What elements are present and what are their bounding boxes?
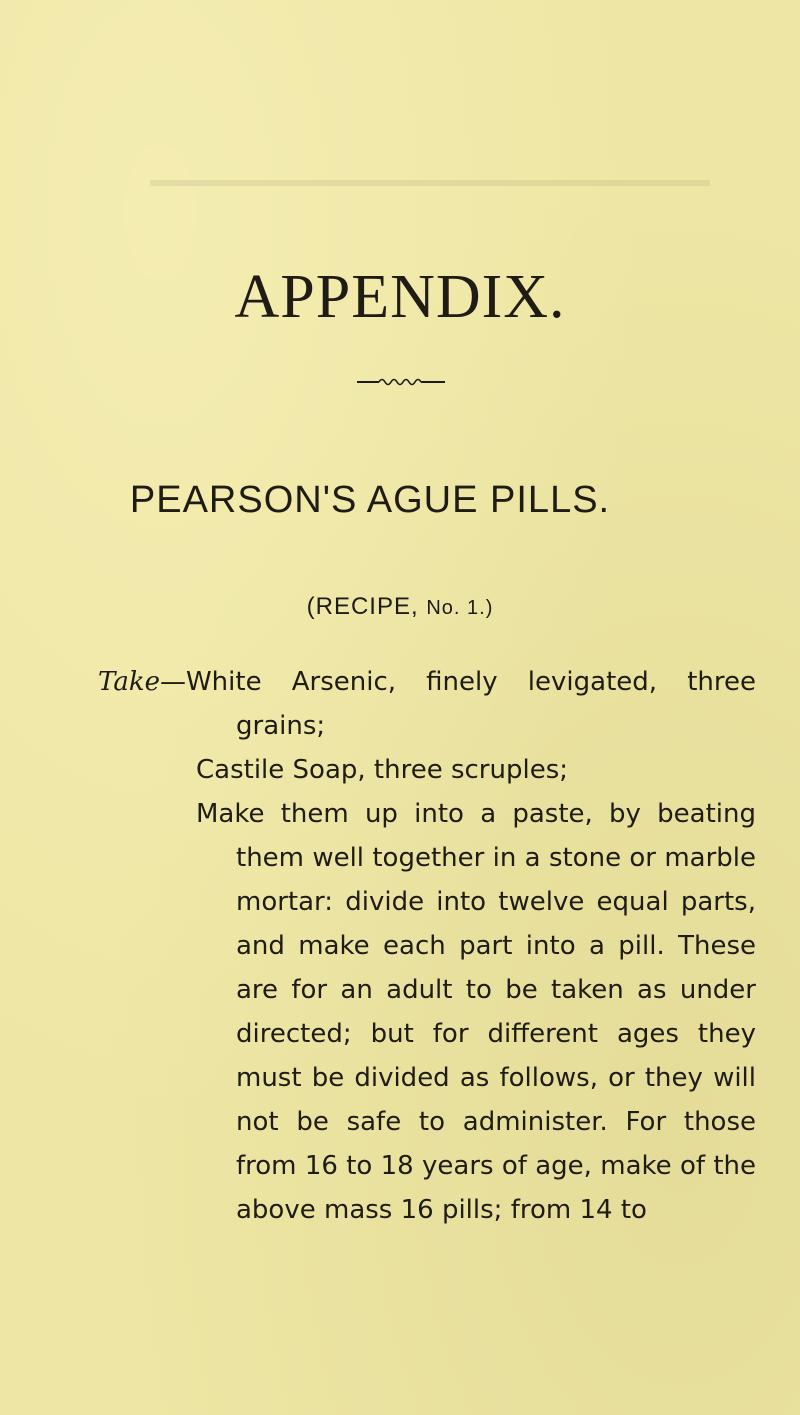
paragraph-instructions: Make them up into a paste, by beating them well together in a stone or marble mortar: divide into twelve equal parts, and make each part into a pill. These are for an adult to be taken as under directed; but for different ages they must be divided as follows, or they will not be safe to administer. For those from 16 to 18 years of age, make of the above mass 16 pills; from 14 to <box>196 799 756 1225</box>
paragraph-1-text: —White Arsenic, finely levigated, three grains; <box>159 667 756 741</box>
recipe-number <box>0 592 800 623</box>
recipe-label: (RECIPE, <box>306 593 427 620</box>
show-through-text <box>150 180 710 186</box>
recipe-body <box>98 660 756 1232</box>
recipe-no: No. 1.) <box>426 597 494 619</box>
page-heading: APPENDIX. <box>234 263 566 331</box>
recipe-title: PEARSON'S AGUE PILLS. <box>129 479 611 521</box>
paragraph-ingredient-1 <box>98 660 756 748</box>
take-word: Take <box>98 667 160 697</box>
paragraph-ingredient-2: Castile Soap, three scruples; <box>196 755 568 785</box>
decorative-rule-icon <box>357 376 445 388</box>
